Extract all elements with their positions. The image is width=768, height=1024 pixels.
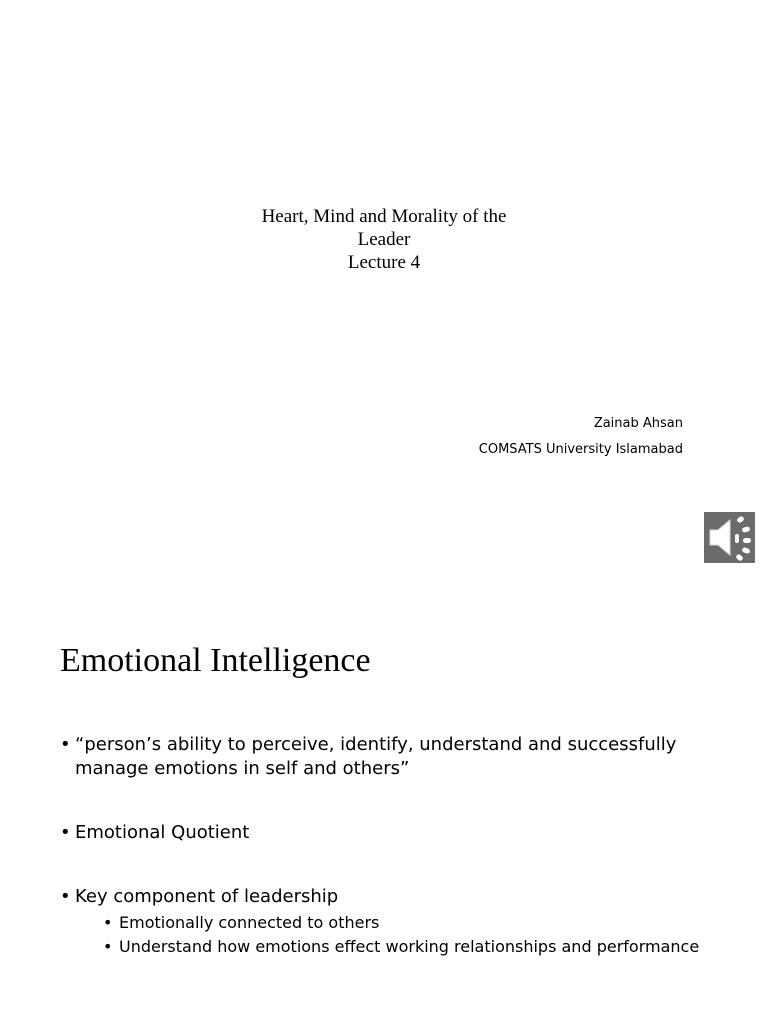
sub-bullet-marker: •	[103, 913, 113, 932]
bullet-item	[60, 885, 720, 959]
bullet-list	[60, 733, 720, 959]
author-info	[479, 411, 683, 463]
speaker-icon[interactable]	[704, 512, 755, 563]
sub-bullet-item	[103, 911, 720, 935]
speaker-icon-graphic	[704, 512, 755, 563]
bullet-marker: •	[60, 734, 71, 755]
bullet-text: Emotional Quotient	[75, 822, 250, 843]
bullet-marker: •	[60, 822, 71, 843]
institution-name: COMSATS University Islamabad	[478, 442, 683, 457]
slide-heading: Emotional Intelligence	[60, 642, 371, 679]
sub-bullet-item	[103, 935, 720, 959]
title-line-1: Heart, Mind and Morality of the	[261, 206, 507, 227]
bullet-text: “person’s ability to perceive, identify, understand and successfully manage emotions in self and others”	[75, 734, 677, 779]
sub-bullet-text: Emotionally connected to others	[119, 913, 380, 932]
sub-bullet-marker: •	[103, 937, 113, 956]
sub-bullet-list	[75, 911, 720, 959]
bullet-item	[60, 821, 720, 845]
bullet-text: Key component of leadership	[75, 886, 339, 907]
author-name: Zainab Ahsan	[593, 416, 683, 431]
bullet-item	[60, 733, 720, 781]
title-line-3: Lecture 4	[347, 252, 421, 273]
title-line-2: Leader	[357, 229, 411, 250]
presentation-title	[200, 205, 568, 274]
sub-bullet-text: Understand how emotions effect working relationships and performance	[119, 937, 700, 956]
bullet-marker: •	[60, 886, 71, 907]
